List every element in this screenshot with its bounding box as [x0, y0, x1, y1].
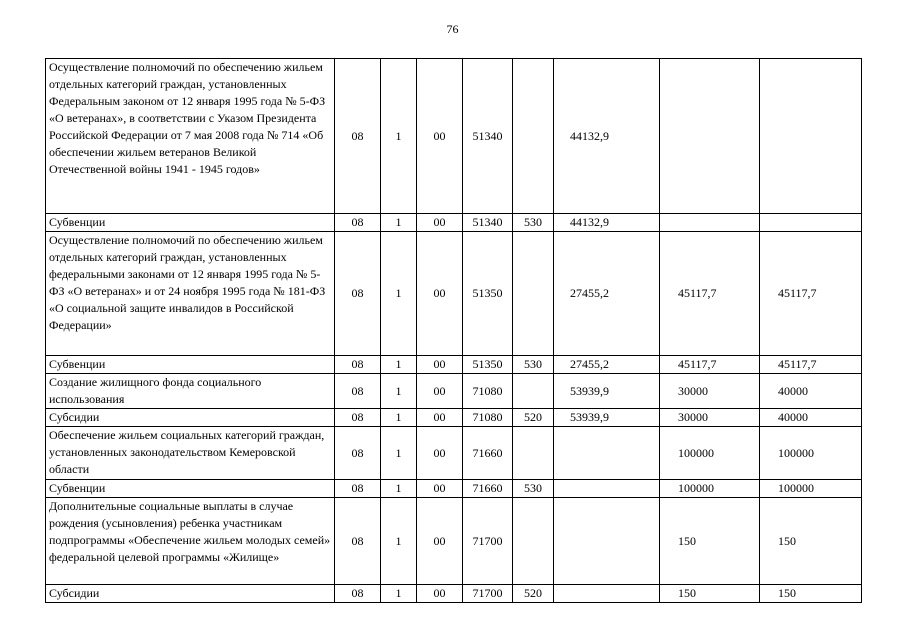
cell-section: 08 — [335, 409, 381, 427]
cell-program: 1 — [381, 374, 417, 409]
table-row — [46, 214, 862, 232]
cell-program: 1 — [381, 498, 417, 585]
cell-section: 08 — [335, 356, 381, 374]
cell-value-3: 100000 — [760, 480, 862, 498]
cell-value-1: 27455,2 — [554, 356, 660, 374]
cell-expense-type — [513, 59, 554, 214]
cell-section: 08 — [335, 498, 381, 585]
cell-program: 1 — [381, 427, 417, 480]
row-name: Создание жилищного фонда социального использования — [46, 374, 335, 409]
cell-direction: 71080 — [463, 409, 513, 427]
cell-subprogram: 00 — [417, 59, 463, 214]
cell-value-3: 150 — [760, 498, 862, 585]
cell-direction: 51340 — [463, 214, 513, 232]
table-row — [46, 409, 862, 427]
cell-subprogram: 00 — [417, 232, 463, 356]
cell-value-1: 53939,9 — [554, 409, 660, 427]
cell-value-2: 100000 — [660, 427, 760, 480]
cell-expense-type: 520 — [513, 409, 554, 427]
cell-direction: 71080 — [463, 374, 513, 409]
cell-value-3: 100000 — [760, 427, 862, 480]
cell-program: 1 — [381, 214, 417, 232]
table-row — [46, 59, 862, 214]
cell-value-3 — [760, 214, 862, 232]
budget-table — [45, 58, 862, 603]
cell-expense-type — [513, 427, 554, 480]
cell-program: 1 — [381, 59, 417, 214]
row-name: Субсидии — [46, 585, 335, 603]
row-name: Субвенции — [46, 480, 335, 498]
cell-direction: 71660 — [463, 480, 513, 498]
row-name: Осуществление полномочий по обеспечению жильем отдельных категорий граждан, установленных Федеральным законом от 12 января 1995 года № 5-ФЗ «О ветеранах», в соответствии с Указом Президента Российской Федерации от 7 мая 2008 года № 714 «Об обеспечении жильем ветеранов Великой Отечественной войны 1941 - 1945 годов» — [46, 59, 335, 214]
cell-expense-type: 520 — [513, 585, 554, 603]
cell-value-1: 27455,2 — [554, 232, 660, 356]
cell-value-2: 150 — [660, 498, 760, 585]
cell-value-1: 53939,9 — [554, 374, 660, 409]
cell-subprogram: 00 — [417, 427, 463, 480]
cell-program: 1 — [381, 356, 417, 374]
cell-subprogram: 00 — [417, 214, 463, 232]
cell-section: 08 — [335, 232, 381, 356]
cell-value-1 — [554, 585, 660, 603]
cell-value-2: 100000 — [660, 480, 760, 498]
cell-value-1: 44132,9 — [554, 59, 660, 214]
cell-section: 08 — [335, 427, 381, 480]
cell-value-3 — [760, 59, 862, 214]
cell-value-2: 45117,7 — [660, 232, 760, 356]
cell-value-2: 30000 — [660, 374, 760, 409]
cell-expense-type — [513, 232, 554, 356]
cell-value-2 — [660, 59, 760, 214]
cell-direction: 51350 — [463, 232, 513, 356]
cell-direction: 71700 — [463, 498, 513, 585]
cell-direction: 71660 — [463, 427, 513, 480]
cell-subprogram: 00 — [417, 374, 463, 409]
table-row — [46, 498, 862, 585]
cell-value-2: 30000 — [660, 409, 760, 427]
cell-value-1: 44132,9 — [554, 214, 660, 232]
cell-section: 08 — [335, 585, 381, 603]
cell-value-2: 45117,7 — [660, 356, 760, 374]
cell-program: 1 — [381, 585, 417, 603]
cell-program: 1 — [381, 409, 417, 427]
row-name: Субвенции — [46, 356, 335, 374]
cell-program: 1 — [381, 232, 417, 356]
cell-section: 08 — [335, 214, 381, 232]
cell-value-3: 45117,7 — [760, 356, 862, 374]
table-row — [46, 232, 862, 356]
cell-direction: 71700 — [463, 585, 513, 603]
table-row — [46, 480, 862, 498]
cell-section: 08 — [335, 480, 381, 498]
cell-value-2: 150 — [660, 585, 760, 603]
table-row — [46, 356, 862, 374]
cell-section: 08 — [335, 374, 381, 409]
cell-expense-type: 530 — [513, 356, 554, 374]
cell-subprogram: 00 — [417, 480, 463, 498]
row-name: Дополнительные социальные выплаты в случае рождения (усыновления) ребенка участникам подпрограммы «Обеспечение жильем молодых семей» федеральной целевой программы «Жилище» — [46, 498, 335, 585]
row-name: Субвенции — [46, 214, 335, 232]
cell-direction: 51340 — [463, 59, 513, 214]
cell-expense-type: 530 — [513, 214, 554, 232]
table-row — [46, 585, 862, 603]
cell-value-1 — [554, 498, 660, 585]
cell-subprogram: 00 — [417, 585, 463, 603]
cell-value-3: 45117,7 — [760, 232, 862, 356]
cell-section: 08 — [335, 59, 381, 214]
page-number: 76 — [446, 22, 459, 36]
cell-value-3: 40000 — [760, 374, 862, 409]
cell-subprogram: 00 — [417, 409, 463, 427]
row-name: Осуществление полномочий по обеспечению жильем отдельных категорий граждан, установленных федеральными законами от 12 января 1995 года № 5-ФЗ «О ветеранах» и от 24 ноября 1995 года № 181-ФЗ «О социальной защите инвалидов в Российской Федерации» — [46, 232, 335, 356]
cell-direction: 51350 — [463, 356, 513, 374]
cell-subprogram: 00 — [417, 356, 463, 374]
cell-value-1 — [554, 480, 660, 498]
row-name: Субсидии — [46, 409, 335, 427]
table-row — [46, 427, 862, 480]
cell-expense-type — [513, 374, 554, 409]
row-name: Обеспечение жильем социальных категорий граждан, установленных законодательством Кемеровской области — [46, 427, 335, 480]
cell-value-3: 150 — [760, 585, 862, 603]
cell-value-1 — [554, 427, 660, 480]
cell-expense-type: 530 — [513, 480, 554, 498]
cell-subprogram: 00 — [417, 498, 463, 585]
cell-program: 1 — [381, 480, 417, 498]
cell-value-2 — [660, 214, 760, 232]
cell-value-3: 40000 — [760, 409, 862, 427]
cell-expense-type — [513, 498, 554, 585]
table-row — [46, 374, 862, 409]
